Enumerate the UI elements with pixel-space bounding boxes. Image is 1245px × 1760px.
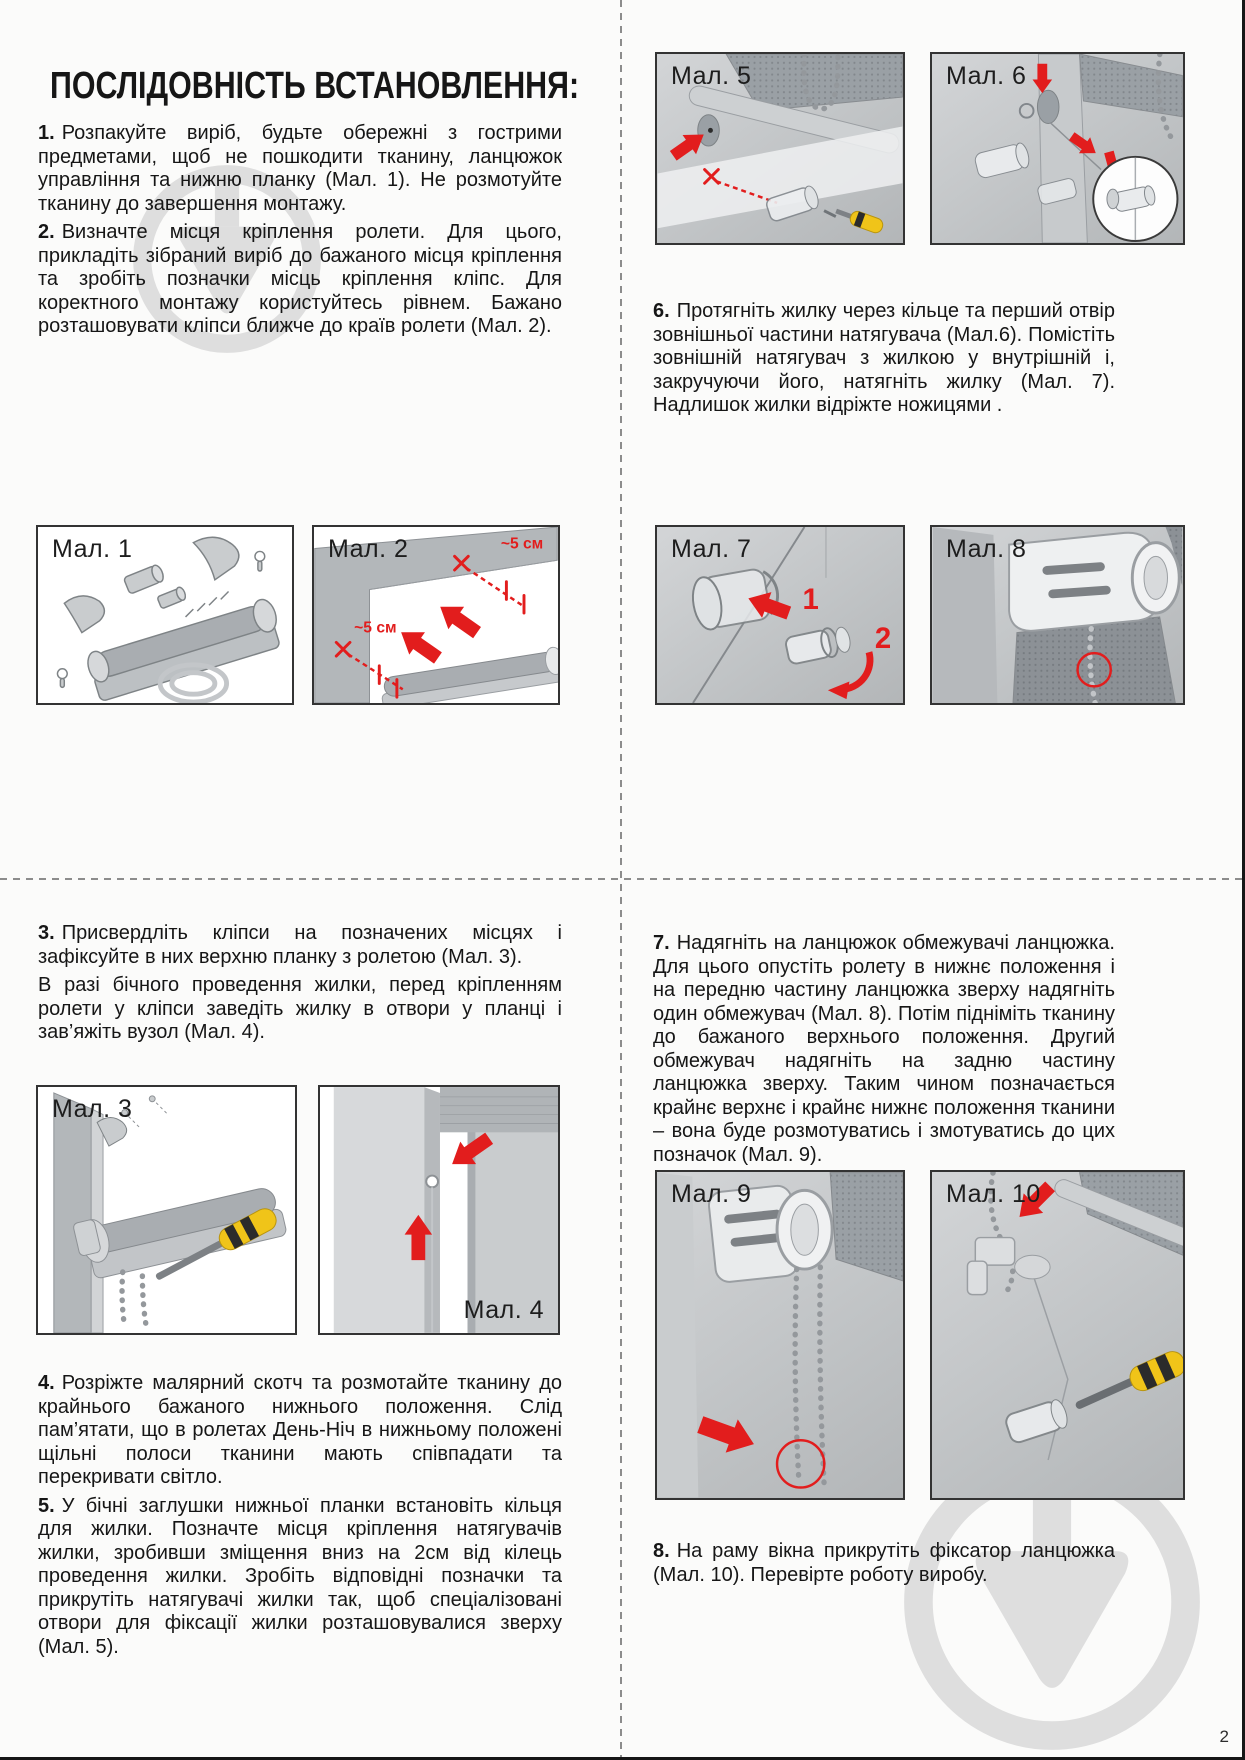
step-3-block xyxy=(38,922,562,1050)
step-4-text: Розріжте малярний скотч та розмотайте тканину до крайнього бажаного нижнього положення. Слід пам’ятати, що в ролетах День-Ніч в нижньому положені щільні полоси тканини мають співпадати та перекривати світло. xyxy=(38,1372,562,1488)
bead-chain xyxy=(795,1269,799,1478)
red-highlight-circle xyxy=(777,1440,824,1487)
step-2-number: 2. xyxy=(38,221,55,243)
screwdriver-icon xyxy=(834,204,885,235)
figure-2-label: Мал. 2 xyxy=(328,535,409,563)
step-3-number: 3. xyxy=(38,922,55,944)
svg-text:~5 см: ~5 см xyxy=(354,619,397,637)
wire-hole xyxy=(426,1176,438,1188)
roller-tube xyxy=(378,646,558,703)
figure-4-label: Мал. 4 xyxy=(463,1296,544,1324)
figure-8 xyxy=(930,525,1185,705)
step-7-block xyxy=(653,932,1115,1172)
tensioner-part xyxy=(974,142,1031,179)
figure-5-label: Мал. 5 xyxy=(671,62,752,90)
figure-6-label: Мал. 6 xyxy=(946,62,1027,90)
svg-text:~5 см: ~5 см xyxy=(500,535,544,553)
step-3-continued: В разі бічного проведення жилки, перед кріпленням ролети у кліпси заведіть жилку в отвори у планці і зав’яжіть вузол (Мал. 4). xyxy=(38,974,562,1043)
step-5 xyxy=(38,1495,562,1660)
figure-10-label: Мал. 10 xyxy=(946,1180,1041,1208)
page-number: 2 xyxy=(1219,1727,1229,1746)
figure-9 xyxy=(655,1170,905,1500)
step-6-block xyxy=(653,300,1115,423)
roller-tube xyxy=(84,597,285,703)
step-one-marker: 1 xyxy=(802,583,819,617)
step-3 xyxy=(38,922,562,969)
step-5-number: 5. xyxy=(38,1494,55,1517)
step-3-text: Присвердліть кліпси на позначених місцях і зафіксуйте в них верхню планку з ролетою (Мал. 3). xyxy=(38,922,562,968)
figure-6 xyxy=(930,52,1185,245)
figure-3-label: Мал. 3 xyxy=(52,1095,133,1123)
step-8-text: На раму вікна прикрутіть фіксатор ланцюжка (Мал. 10). Перевірте роботу виробу. xyxy=(653,1540,1115,1586)
step-4-number: 4. xyxy=(38,1372,55,1394)
step-1-text: Розпакуйте виріб, будьте обережні з гострими предметами, щоб не пошкодити тканину, ланцюжок управління та нижню планку (Мал. 1). Не розмотуйте тканину до завершення монтажу. xyxy=(38,122,562,215)
step-8-block xyxy=(653,1540,1115,1592)
figure-10 xyxy=(930,1170,1185,1500)
bracket xyxy=(967,1238,1014,1295)
figure-4 xyxy=(318,1085,560,1335)
step-6-text: Протягніть жилку через кільце та перший отвір зовнішньої частини натягувача (Мал.6). Помістіть зовнішній натягувач з жилкою у внутрішній і, закручуючи його, натягніть жилку (Мал. 7). Надлишок жилки відріжте ножицями . xyxy=(653,300,1115,416)
step-1 xyxy=(38,122,562,216)
steps-1-2-block xyxy=(38,122,562,344)
steps-4-5-block xyxy=(38,1372,562,1664)
step-6 xyxy=(653,300,1115,418)
step-7-text: Надягніть на ланцюжок обмежувачі ланцюжка. Для цього опустіть ролету в нижнє положення і на передню частину ланцюжка зверху надягніть один обмежувач (Мал. 8). Потім підніміть тканину до бажаного верхнього положення. Другий обмежувач надягніть на задню частину ланцюжка зверху. Таким чином позначається крайнє верхнє і крайнє нижнє положення тканини – вона буде розмотуватись і змотуватись до цих позначок (Мал. 9). xyxy=(653,932,1115,1166)
figure-1-label: Мал. 1 xyxy=(52,535,133,563)
fabric xyxy=(830,1173,903,1281)
figure-2 xyxy=(312,525,560,705)
step-2-text: Визначте місця кріплення ролети. Для цього, прикладіть зібраний виріб до бажаного місця кріплення та зробіть позначки місць кріплення кліпс. Для коректного монтажу користуйтесь рівнем. Бажано розташовувати кліпси ближче до країв ролети (Мал. 2). xyxy=(38,221,562,337)
figure-8-label: Мал. 8 xyxy=(946,535,1027,563)
step-6-number: 6. xyxy=(653,300,670,322)
step-7-number: 7. xyxy=(653,932,670,954)
step-two-marker: 2 xyxy=(874,622,892,656)
red-arrow-icon xyxy=(694,1408,760,1461)
chain-limiters-illustration xyxy=(657,1172,903,1498)
step-8-number: 8. xyxy=(653,1540,670,1562)
red-arrow-icon xyxy=(393,596,485,670)
figure-3 xyxy=(36,1085,297,1335)
step-5-text: У бічні заглушки нижньої планки встановіть кільця для жилки. Позначте місця кріплення натягувачів жилки, зробивши зміщення вниз на 2см від кілець проведення жилки. Зробіть відповідні позначки та прикрутіть натягувачі жилки так, щоб спеціалізовані отвори для фіксації жилки розташовувалися зверху (Мал. 5). xyxy=(38,1494,562,1658)
page-title: ПОСЛІДОВНІСТЬ ВСТАНОВЛЕННЯ: xyxy=(50,65,580,108)
step-4 xyxy=(38,1372,562,1490)
screwdriver-icon xyxy=(1080,1348,1183,1405)
bead-chain xyxy=(122,1272,125,1327)
figure-1 xyxy=(36,525,294,705)
figure-7 xyxy=(655,525,905,705)
figure-5 xyxy=(655,52,905,245)
detail-inset xyxy=(1093,157,1177,241)
chain-fixator-illustration xyxy=(932,1172,1183,1498)
horizontal-dashed-divider xyxy=(0,878,1242,880)
figure-9-label: Мал. 9 xyxy=(671,1180,752,1208)
step-1-number: 1. xyxy=(38,122,55,144)
figure-7-label: Мал. 7 xyxy=(671,535,752,563)
fabric xyxy=(440,1087,558,1132)
step-7 xyxy=(653,932,1115,1167)
rotation-arrow-icon xyxy=(828,652,870,699)
step-8 xyxy=(653,1540,1115,1587)
step-2 xyxy=(38,221,562,339)
wire-coil xyxy=(160,665,226,702)
fabric xyxy=(1080,54,1183,117)
fixator-part xyxy=(1004,1398,1070,1445)
bead-chain xyxy=(142,1276,146,1327)
inner-tensioner xyxy=(784,624,852,666)
